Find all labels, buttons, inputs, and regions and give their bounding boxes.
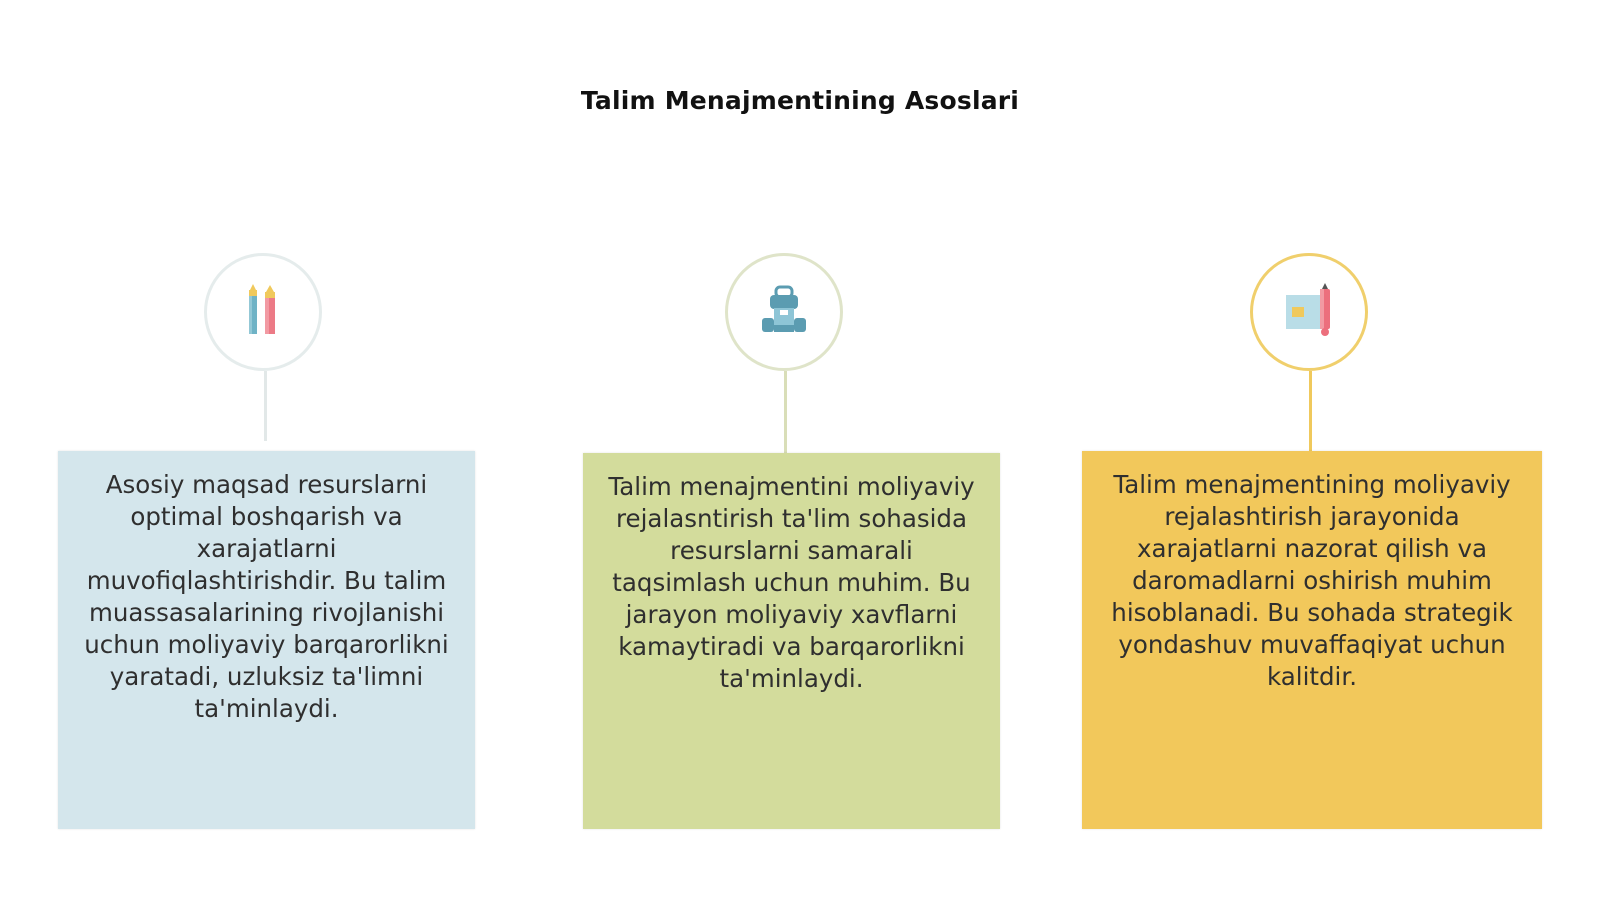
backpack-icon	[753, 281, 815, 343]
info-card-1	[58, 451, 475, 829]
drawing-pencil-icon	[1278, 281, 1340, 343]
icon-circle-2	[725, 253, 843, 371]
pencils-icon	[233, 282, 293, 342]
icon-circle-1	[204, 253, 322, 371]
slide-title: Talim Menajmentining Asoslari	[580, 86, 1020, 115]
info-card-text: Asosiy maqsad resurslarni optimal boshqarish va xarajatlarni muvofiqlashtirishdir. Bu talim muassasalarining rivojlanishi uchun moliyaviy barqarorlikni yaratadi, uzluksiz ta'limni ta'minlaydi.	[84, 470, 449, 723]
icon-circle-3	[1250, 253, 1368, 371]
connector-line-1	[264, 371, 267, 441]
connector-line-2	[784, 371, 787, 453]
info-card-2	[583, 453, 1000, 829]
connector-line-3	[1309, 371, 1312, 453]
info-card-text: Talim menajmentini moliyaviy rejalasntirish ta'lim sohasida resurslarni samarali taqsimlash uchun muhim. Bu jarayon moliyaviy xavflarni kamaytiradi va barqarorlikni ta'minlaydi.	[608, 472, 975, 693]
info-card-3	[1082, 451, 1542, 829]
info-card-text: Talim menajmentining moliyaviy rejalashtirish jarayonida xarajatlarni nazorat qilish va daromadlarni oshirish muhim hisoblanadi. Bu sohada strategik yondashuv muvaffaqiyat uchun kalitdir.	[1111, 470, 1513, 691]
